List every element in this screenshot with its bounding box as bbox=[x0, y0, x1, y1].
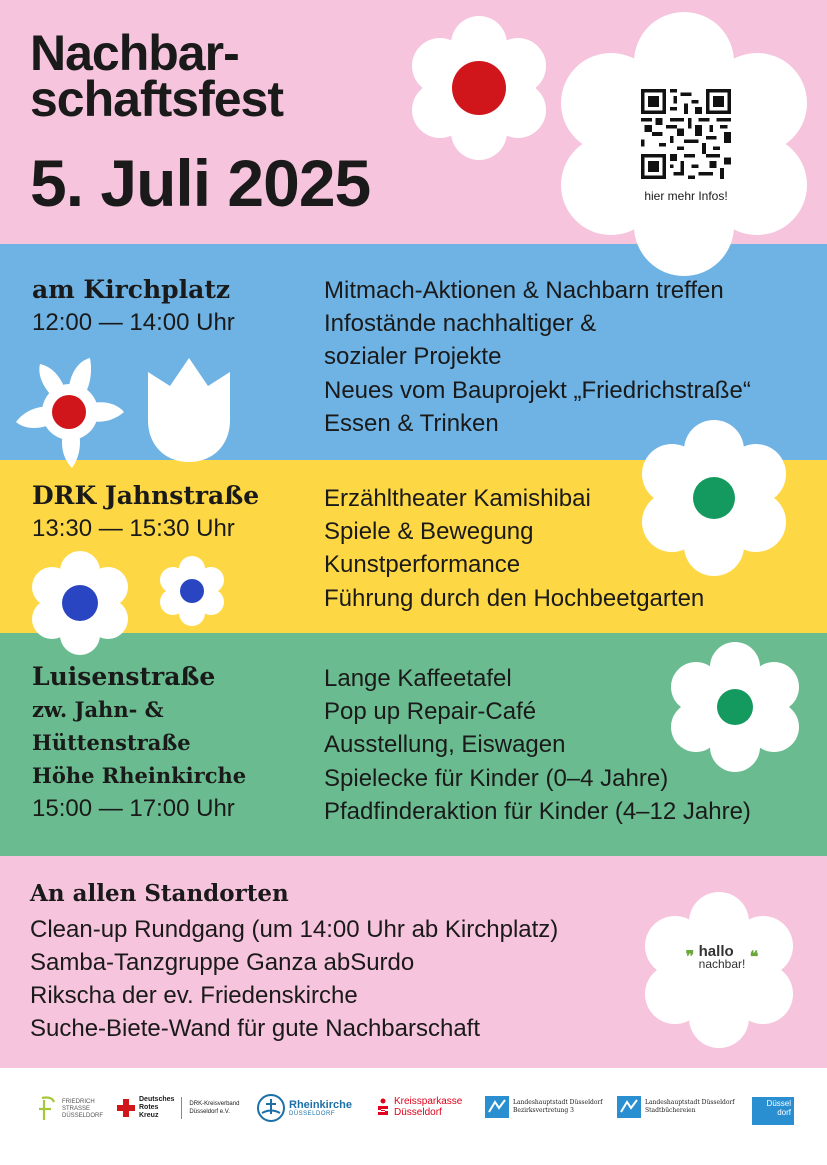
drk-kv-line-2: Düsseldorf e.V. bbox=[189, 1109, 230, 1115]
tulip-icon bbox=[146, 354, 232, 464]
title-line-1: Nachbar- bbox=[30, 25, 239, 81]
blue-flower-small-icon bbox=[157, 556, 227, 626]
location-name: Luisenstraße bbox=[32, 662, 216, 691]
activity-item: Mitmach-Aktionen & Nachbarn treffen bbox=[324, 277, 724, 304]
rheinkirche-line-2: DÜSSELDORF bbox=[289, 1110, 336, 1117]
drk-logo bbox=[117, 1096, 239, 1120]
location-time: 15:00 — 17:00 Uhr bbox=[32, 795, 235, 822]
activity-item: Spiele & Bewegung bbox=[324, 518, 534, 546]
activity-item: Erzähltheater Kamishibai bbox=[324, 485, 591, 512]
lhd1-line-1: Landeshauptstadt Düsseldorf bbox=[513, 1099, 603, 1106]
pinwheel-flower-icon bbox=[14, 354, 126, 470]
friedrich-line-1: FRIEDRICH bbox=[62, 1098, 95, 1105]
location-luisenstrasse bbox=[32, 660, 246, 826]
all-locations-item: Suche-Biete-Wand für gute Nachbarschaft bbox=[30, 1015, 481, 1042]
green-flower-2-icon bbox=[666, 642, 804, 772]
drk-line-2: Rotes bbox=[139, 1104, 159, 1111]
lhd2-line-2: Stadtbüchereien bbox=[645, 1107, 696, 1114]
red-cross-icon bbox=[117, 1099, 135, 1117]
poster-title bbox=[30, 25, 283, 127]
activity-item: Spielecke für Kinder (0–4 Jahre) bbox=[324, 764, 669, 792]
friedrich-line-3: DÜSSELDORF bbox=[62, 1112, 104, 1119]
all-locations-item: Samba-Tanzgruppe Ganza abSurdo bbox=[30, 949, 415, 976]
event-date: 5. Juli 2025 bbox=[30, 146, 371, 220]
lhd-crest-2-icon bbox=[617, 1096, 641, 1118]
lhd-bezirk-logo bbox=[485, 1096, 603, 1118]
qr-code-icon[interactable] bbox=[641, 89, 731, 179]
location-time: 13:30 — 15:30 Uhr bbox=[32, 515, 235, 542]
red-flower-icon bbox=[412, 14, 546, 160]
title-line-2: schaftsfest bbox=[30, 71, 283, 127]
friedrichstrasse-logo bbox=[36, 1096, 103, 1122]
activity-item: sozialer Projekte bbox=[324, 343, 502, 371]
friedrich-line-2: STRASSE bbox=[62, 1105, 91, 1112]
activity-item: Neues vom Bauprojekt „Friedrichstraße“ bbox=[324, 376, 751, 404]
all-locations-item: Clean-up Rundgang (um 14:00 Uhr ab Kirchplatz) bbox=[30, 916, 559, 943]
lhd-crest-icon bbox=[485, 1096, 509, 1118]
green-flower-icon bbox=[640, 420, 788, 576]
qr-caption: hier mehr Infos! bbox=[644, 189, 728, 203]
drk-line-1: Deutsches bbox=[139, 1096, 175, 1103]
location-name: am Kirchplatz bbox=[32, 275, 231, 304]
location-name: DRK Jahnstraße bbox=[32, 481, 260, 510]
location-sub-3: Höhe Rheinkirche bbox=[32, 763, 247, 788]
lhd1-line-2: Bezirksvertretung 3 bbox=[513, 1107, 574, 1114]
location-sub-2: Hüttenstraße bbox=[32, 730, 191, 755]
hallo-nachbar-logo: ❞ hallo nachbar! ❝ bbox=[685, 943, 759, 971]
drk-line-3: Kreuz bbox=[139, 1112, 159, 1119]
activity-item: Essen & Trinken bbox=[324, 409, 499, 437]
rheinkirche-icon bbox=[257, 1094, 285, 1122]
sparkasse-line-1: Kreissparkasse bbox=[394, 1096, 463, 1107]
all-locations-list bbox=[30, 913, 558, 1045]
duesseldorf-logo: Düssel dorf bbox=[752, 1097, 794, 1125]
activity-item: Führung durch den Hochbeetgarten bbox=[324, 584, 705, 612]
rheinkirche-line-1: Rheinkirche bbox=[289, 1098, 352, 1111]
activity-item: Ausstellung, Eiswagen bbox=[324, 731, 566, 759]
friedrich-f-icon bbox=[36, 1096, 58, 1122]
activities-kirchplatz bbox=[324, 274, 751, 440]
location-drk-jahnstrasse bbox=[32, 479, 259, 546]
blue-flower-large-icon bbox=[28, 551, 132, 655]
drk-divider bbox=[181, 1097, 182, 1119]
activity-item: Pop up Repair-Café bbox=[324, 698, 537, 726]
activity-item: Pfadfinderaktion für Kinder (4–12 Jahre) bbox=[324, 797, 751, 825]
location-kirchplatz bbox=[32, 273, 235, 340]
sparkasse-s-icon bbox=[376, 1098, 390, 1116]
activity-item: Lange Kaffeetafel bbox=[324, 665, 512, 692]
hallo-text: hallo bbox=[698, 943, 734, 960]
activity-item: Kunstperformance bbox=[324, 551, 521, 579]
location-time: 12:00 — 14:00 Uhr bbox=[32, 309, 235, 336]
all-locations-title: An allen Standorten bbox=[30, 880, 289, 907]
rheinkirche-logo bbox=[257, 1094, 352, 1122]
location-sub-1: zw. Jahn- & bbox=[32, 697, 164, 722]
lhd-stadtbuechereien-logo bbox=[617, 1096, 735, 1118]
drk-kv-line-1: DRK-Kreisverband bbox=[189, 1101, 240, 1107]
all-locations-item: Rikscha der ev. Friedenskirche bbox=[30, 982, 358, 1009]
nachbar-text: nachbar! bbox=[698, 957, 746, 971]
sparkasse-line-2: Düsseldorf bbox=[394, 1107, 442, 1118]
sparkasse-logo bbox=[376, 1096, 462, 1118]
lhd2-line-1: Landeshauptstadt Düsseldorf bbox=[645, 1099, 735, 1106]
activity-item: Infostände nachhaltiger & bbox=[324, 310, 597, 338]
